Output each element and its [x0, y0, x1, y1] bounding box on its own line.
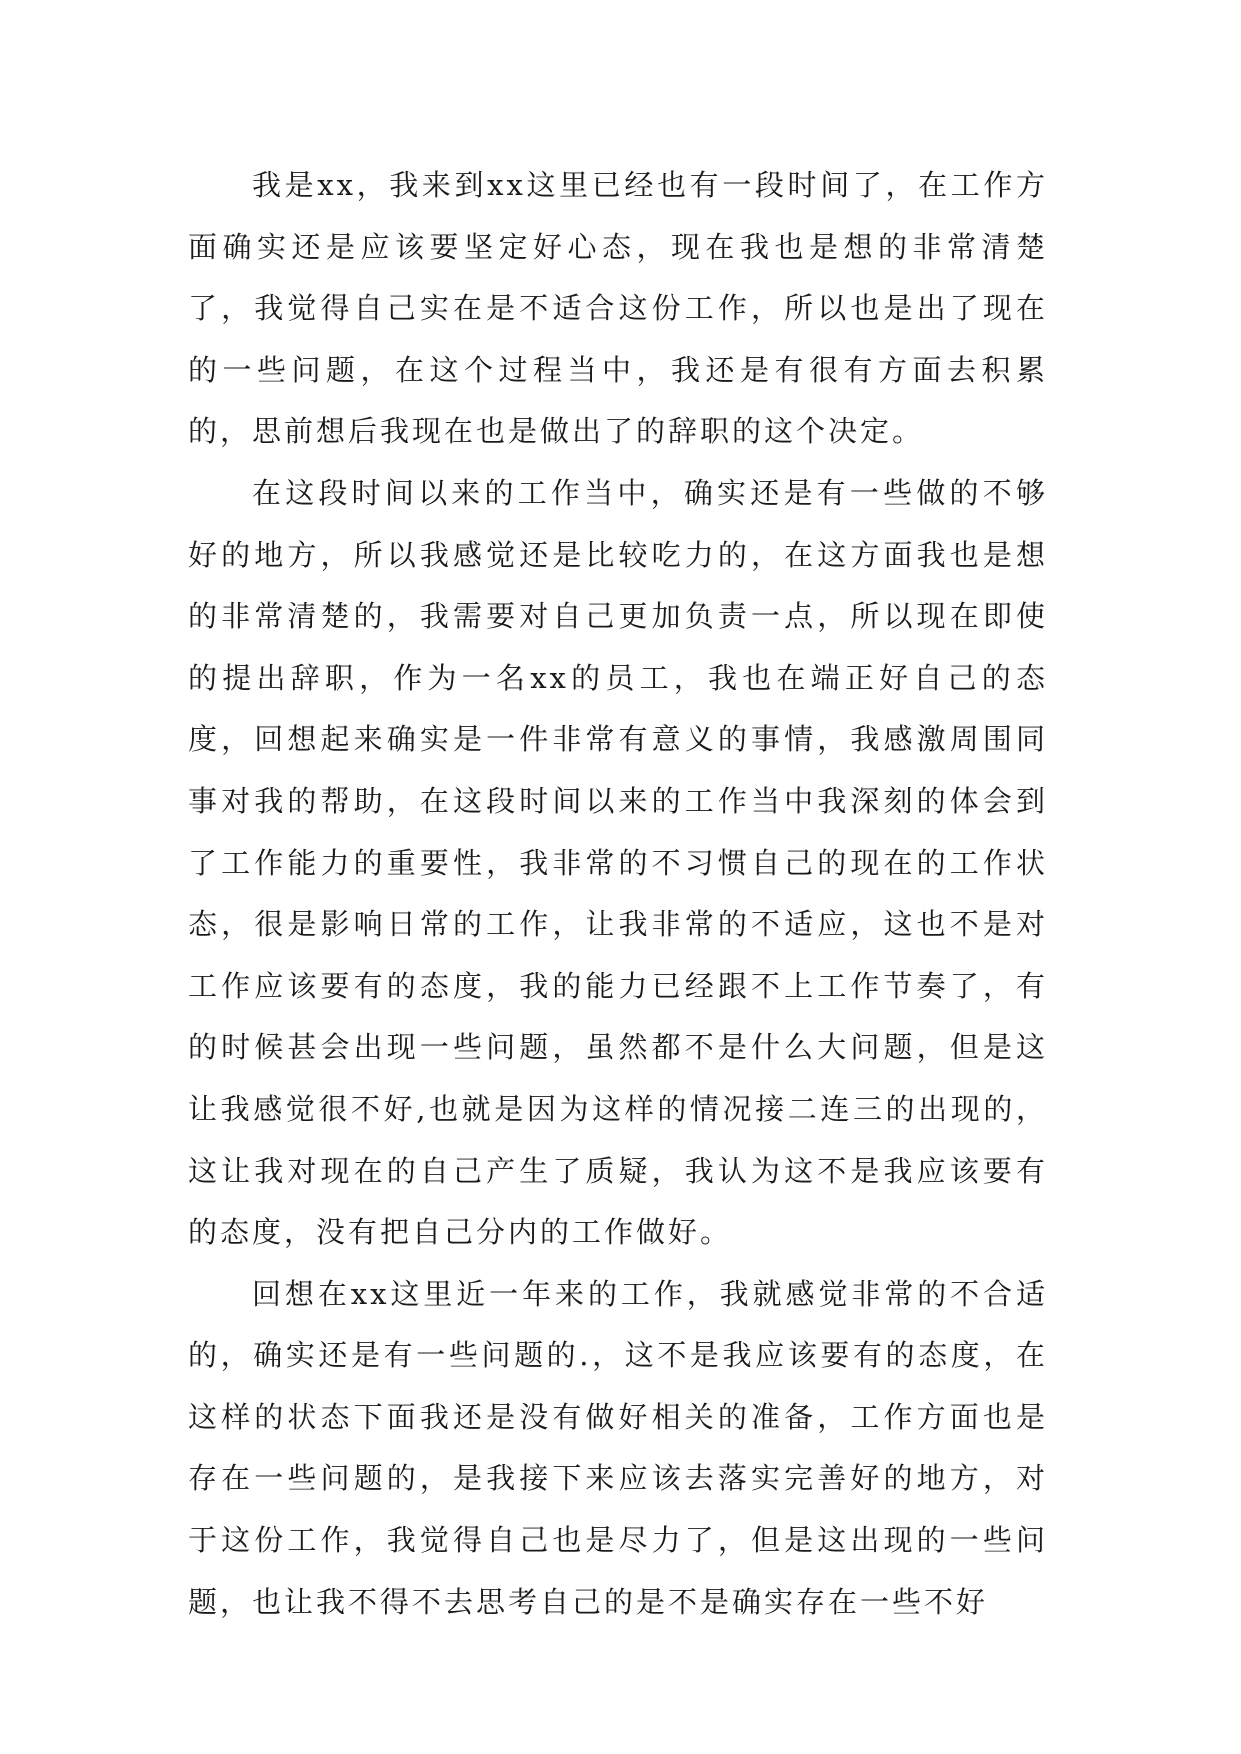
paragraph-2: 在这段时间以来的工作当中，确实还是有一些做的不够好的地方，所以我感觉还是比较吃力的，在这方面我也是想的非常清楚的，我需要对自己更加负责一点，所以现在即使的提出辞职，作为一名xx的员工，我也在端正好自己的态度，回想起来确实是一件非常有意义的事情，我感激周围同事对我的帮助，在这段时间以来的工作当中我深刻的体会到了工作能力的重要性，我非常的不习惯自己的现在的工作状态，很是影响日常的工作，让我非常的不适应，这也不是对工作应该要有的态度，我的能力已经跟不上工作节奏了，有的时候甚会出现一些问题，虽然都不是什么大问题，但是这让我感觉很不好,也就是因为这样的情况接二连三的出现的，这让我对现在的自己产生了质疑，我认为这不是我应该要有的态度，没有把自己分内的工作做好。 — [188, 475, 1048, 1250]
document-body — [188, 155, 1048, 1633]
paragraph-3: 回想在xx这里近一年来的工作，我就感觉非常的不合适的，确实还是有一些问题的.，这不是我应该要有的态度，在这样的状态下面我还是没有做好相关的准备，工作方面也是存在一些问题的，是我接下来应该去落实完善好的地方，对于这份工作，我觉得自己也是尽力了，但是这出现的一些问题，也让我不得不去思考自己的是不是确实存在一些不好 — [188, 1276, 1048, 1619]
paragraph-1: 我是xx，我来到xx这里已经也有一段时间了，在工作方面确实还是应该要坚定好心态，现在我也是想的非常清楚了，我觉得自己实在是不适合这份工作，所以也是出了现在的一些问题，在这个过程当中，我还是有很有方面去积累的，思前想后我现在也是做出了的辞职的这个决定。 — [188, 168, 1048, 449]
